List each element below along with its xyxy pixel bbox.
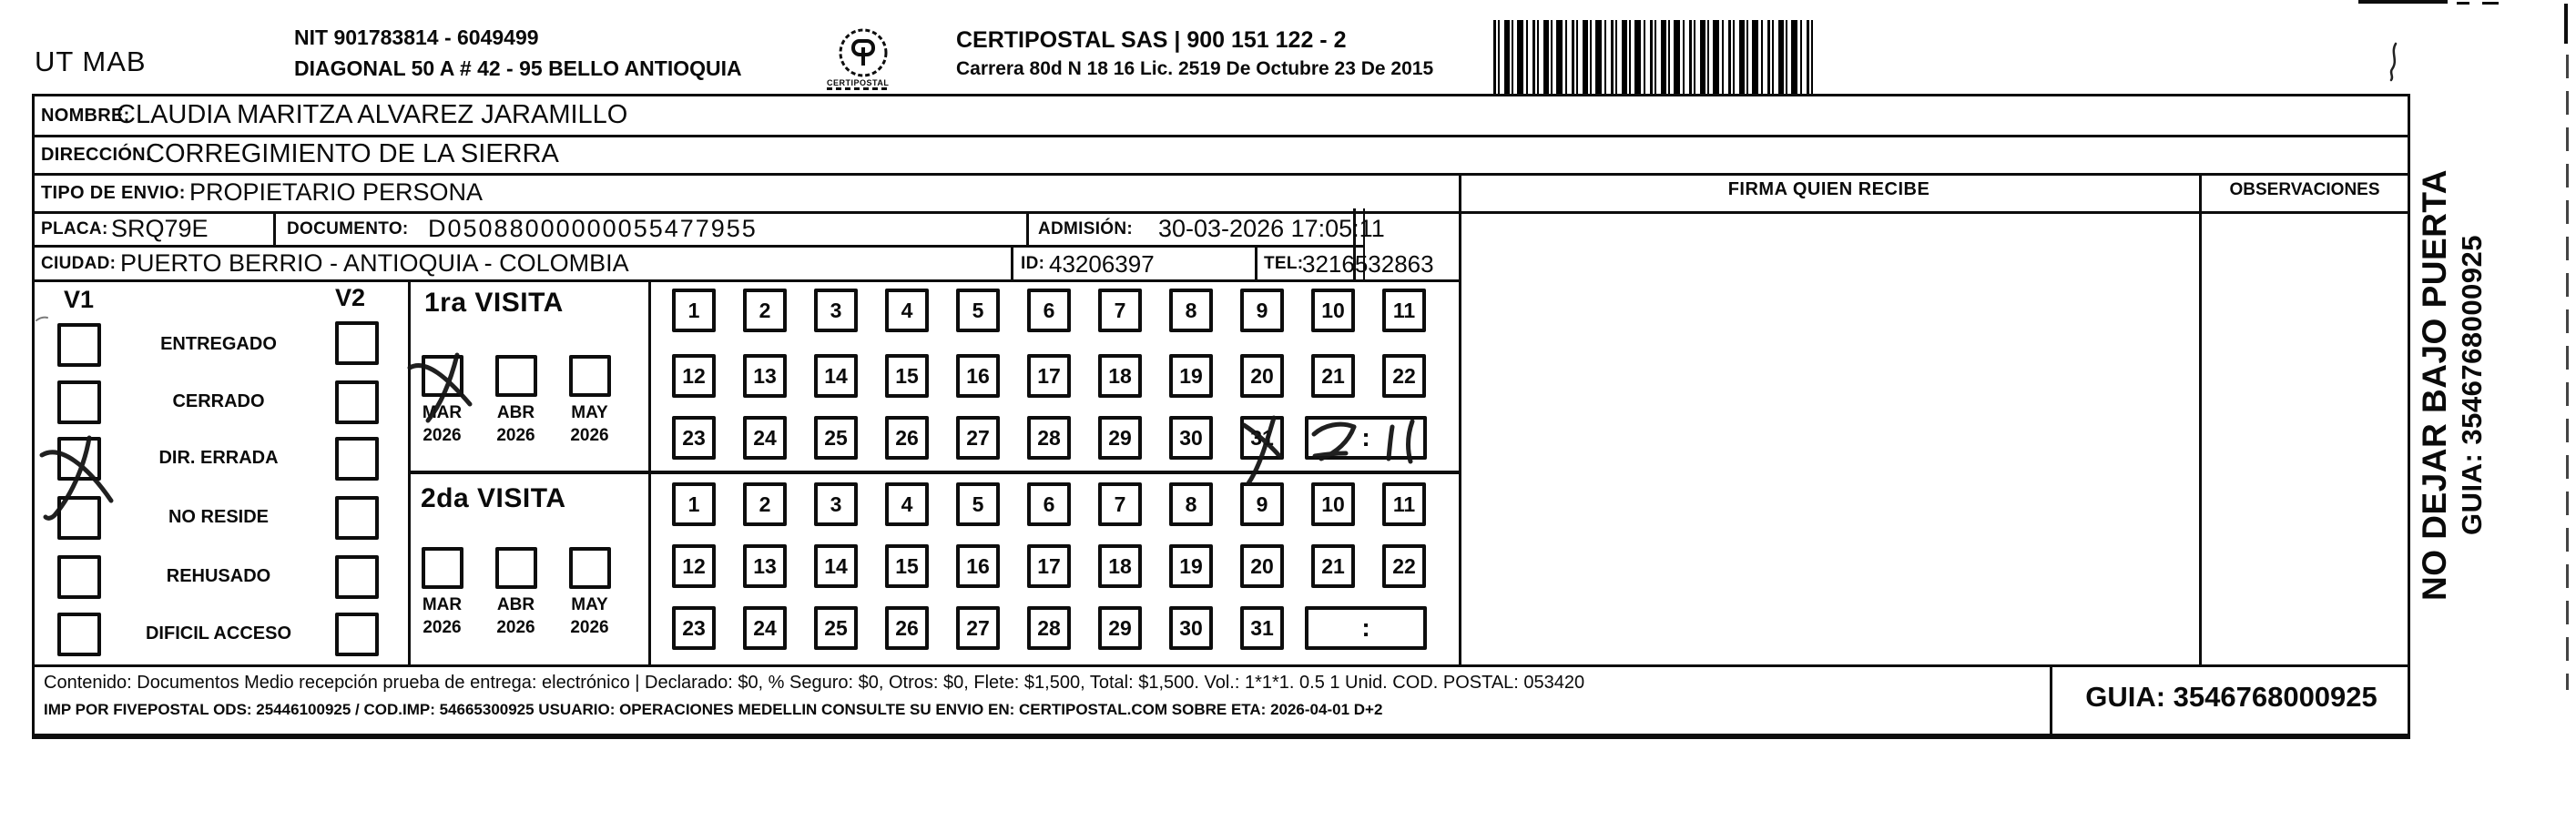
month-label: MAR — [422, 595, 463, 614]
v1-checkbox-no-reside — [57, 496, 101, 540]
v2-checkbox-dificil-acceso — [335, 613, 379, 656]
day-cell: 29 — [1098, 606, 1142, 650]
day-cell: 15 — [885, 544, 929, 588]
day-cell: 3 — [814, 289, 858, 332]
day-cell: 28 — [1027, 416, 1071, 460]
status-option-label: DIR. ERRADA — [158, 448, 279, 468]
month-checkbox-mar — [422, 355, 463, 397]
day-cell: 10 — [1311, 482, 1355, 526]
status-option-label: REHUSADO — [166, 566, 271, 586]
day-cell: 13 — [743, 354, 787, 398]
day-cell: 3 — [814, 482, 858, 526]
id-value: 43206397 — [1049, 250, 1155, 278]
visit1-days-row3 — [672, 416, 1284, 460]
status-option-label: DIFICIL ACCESO — [145, 623, 291, 644]
company-nit: NIT 901783814 - 6049499 — [294, 25, 539, 49]
scan-artifact — [2564, 4, 2568, 44]
day-cell: 7 — [1098, 289, 1142, 332]
month-label: MAR — [422, 403, 463, 422]
side-guia-number: GUIA: 3546768000925 — [2456, 234, 2488, 536]
placa-label: PLACA: — [41, 219, 108, 238]
day-cell: 5 — [956, 289, 1000, 332]
side-instructions — [2416, 89, 2507, 681]
day-cell: 8 — [1169, 482, 1213, 526]
no-dejar-bajo-puerta-text: NO DEJAR BAJO PUERTA — [2416, 169, 2453, 601]
v2-header: V2 — [335, 284, 366, 311]
v1-checkbox-dificil-acceso — [57, 613, 101, 656]
day-cell: 11 — [1382, 289, 1426, 332]
logo-caption-underline — [827, 87, 887, 90]
visit1-time-box: : — [1305, 416, 1427, 460]
year-label: 2026 — [496, 618, 535, 637]
visit2-days-row3 — [672, 606, 1284, 650]
visit2-title: 2da VISITA — [421, 483, 566, 513]
year-label: 2026 — [496, 426, 535, 445]
month-label: MAY — [571, 403, 608, 422]
month-checkbox-abr — [495, 355, 537, 397]
grid-line — [32, 173, 2410, 176]
day-cell: 16 — [956, 544, 1000, 588]
direccion-value: CORREGIMIENTO DE LA SIERRA — [146, 139, 559, 168]
day-cell: 2 — [743, 289, 787, 332]
day-cell: 6 — [1027, 482, 1071, 526]
day-cell: 7 — [1098, 482, 1142, 526]
tel-label: TEL: — [1264, 254, 1304, 273]
barcode — [1493, 20, 1814, 96]
day-cell: 25 — [814, 606, 858, 650]
scan-edge-line — [2566, 55, 2569, 690]
day-cell: 12 — [672, 544, 716, 588]
day-cell: 1 — [672, 289, 716, 332]
firma-column-header: FIRMA QUIEN RECIBE — [1727, 179, 1930, 199]
status-option-label: CERRADO — [172, 391, 265, 411]
day-cell: 23 — [672, 416, 716, 460]
day-cell: 21 — [1311, 544, 1355, 588]
scan-artifact — [2482, 2, 2499, 5]
day-cell: 12 — [672, 354, 716, 398]
day-cell: 21 — [1311, 354, 1355, 398]
v1-checkbox-dir-errada — [57, 437, 101, 481]
grid-line — [32, 279, 1459, 282]
day-cell: 2 — [743, 482, 787, 526]
direccion-label: DIRECCIÓN: — [41, 145, 152, 165]
day-cell: 27 — [956, 416, 1000, 460]
tipo-envio-value: PROPIETARIO PERSONA — [189, 178, 484, 206]
day-cell: 27 — [956, 606, 1000, 650]
logo-caption: CERTIPOSTAL — [827, 78, 890, 87]
day-cell: 28 — [1027, 606, 1071, 650]
day-cell: 20 — [1240, 544, 1284, 588]
day-cell: 14 — [814, 544, 858, 588]
day-cell: 31 — [1240, 606, 1284, 650]
grid-line — [1011, 245, 1013, 282]
status-option-label: ENTREGADO — [160, 334, 277, 354]
day-cell: 26 — [885, 416, 929, 460]
visit2-months — [408, 547, 624, 638]
month-checkbox-mar — [422, 547, 463, 589]
month-label: ABR — [496, 595, 535, 614]
day-cell: 16 — [956, 354, 1000, 398]
day-cell: 24 — [743, 606, 787, 650]
grid-line — [1255, 245, 1257, 282]
status-option-label: NO RESIDE — [168, 507, 270, 527]
day-cell: 11 — [1382, 482, 1426, 526]
day-cell: 29 — [1098, 416, 1142, 460]
company-license: Carrera 80d N 18 16 Lic. 2519 De Octubre 23 De 2015 — [956, 58, 1434, 79]
day-cell: 31 — [1240, 416, 1284, 460]
admision-label: ADMISIÓN: — [1038, 219, 1134, 238]
month-checkbox-may — [569, 547, 611, 589]
day-cell: 22 — [1382, 544, 1426, 588]
day-cell: 5 — [956, 482, 1000, 526]
day-cell: 19 — [1169, 544, 1213, 588]
grid-line — [1459, 173, 1461, 667]
grid-line — [32, 135, 2410, 137]
day-cell: 18 — [1098, 354, 1142, 398]
placa-value: SRQ79E — [111, 215, 209, 242]
day-cell: 19 — [1169, 354, 1213, 398]
month-label: ABR — [496, 403, 535, 422]
year-label: 2026 — [570, 618, 609, 637]
tipo-envio-label: TIPO DE ENVIO: — [41, 183, 186, 203]
month-group-mar — [408, 547, 476, 638]
day-cell: 4 — [885, 482, 929, 526]
footer-imp-line: IMP POR FIVEPOSTAL ODS: 25446100925 / COD.IMP: 54665300925 USUARIO: OPERACIONES MEDELLIN CONSULTE SU ENVIO EN: CERTIPOSTAL.COM SOBRE ETA: 2026-04-01 D+2 — [44, 701, 1383, 718]
year-label: 2026 — [570, 426, 609, 445]
month-group-mar — [408, 355, 476, 446]
grid-line — [1026, 211, 1029, 248]
id-label: ID: — [1021, 254, 1045, 273]
day-cell: 8 — [1169, 289, 1213, 332]
day-cell: 25 — [814, 416, 858, 460]
day-cell: 4 — [885, 289, 929, 332]
company-address: DIAGONAL 50 A # 42 - 95 BELLO ANTIOQUIA — [294, 56, 742, 80]
pen-squiggle-artifact — [2391, 44, 2396, 80]
visit2-time-box: : — [1305, 606, 1427, 650]
v1-checkbox-cerrado — [57, 380, 101, 424]
day-cell: 30 — [1169, 606, 1213, 650]
tel-value: 3216532863 — [1302, 250, 1434, 278]
documento-value: D05088000000055477955 — [428, 215, 758, 242]
guia-number: GUIA: 3546768000925 — [2085, 681, 2377, 713]
day-cell: 1 — [672, 482, 716, 526]
company-name: CERTIPOSTAL SAS | 900 151 122 - 2 — [956, 27, 1347, 53]
grid-line — [408, 471, 1459, 474]
day-cell: 9 — [1240, 482, 1284, 526]
month-label: MAY — [571, 595, 608, 614]
v2-checkbox-rehusado — [335, 555, 379, 599]
grid-line — [32, 664, 2410, 667]
v2-checkbox-cerrado — [335, 380, 379, 424]
nombre-value: CLAUDIA MARITZA ALVAREZ JARAMILLO — [117, 100, 628, 129]
visit1-title: 1ra VISITA — [424, 288, 564, 318]
visit1-days-row1 — [672, 289, 1426, 332]
ciudad-value: PUERTO BERRIO - ANTIOQUIA - COLOMBIA — [120, 249, 629, 277]
visit1-months — [408, 355, 624, 446]
year-label: 2026 — [423, 618, 462, 637]
day-cell: 13 — [743, 544, 787, 588]
ciudad-label: CIUDAD: — [41, 254, 117, 273]
month-group-abr — [482, 547, 550, 638]
day-cell: 17 — [1027, 354, 1071, 398]
grid-line — [273, 211, 276, 248]
visit2-days-row1 — [672, 482, 1426, 526]
v1-header: V1 — [64, 286, 95, 313]
v1-checkbox-entregado — [57, 323, 101, 367]
grid-line — [648, 279, 651, 667]
v1-checkbox-rehusado — [57, 555, 101, 599]
day-cell: 17 — [1027, 544, 1071, 588]
day-cell: 18 — [1098, 544, 1142, 588]
month-group-abr — [482, 355, 550, 446]
grid-line — [32, 211, 2410, 214]
day-cell: 20 — [1240, 354, 1284, 398]
scan-artifact — [2457, 2, 2469, 5]
documento-label: DOCUMENTO: — [287, 219, 409, 238]
day-cell: 26 — [885, 606, 929, 650]
day-cell: 24 — [743, 416, 787, 460]
admision-value: 30-03-2026 17:05:11 — [1158, 215, 1385, 242]
day-cell: 10 — [1311, 289, 1355, 332]
sender-code: UT MAB — [35, 46, 147, 77]
year-label: 2026 — [423, 426, 462, 445]
day-cell: 30 — [1169, 416, 1213, 460]
grid-line — [32, 245, 1363, 248]
observaciones-column-header: OBSERVACIONES — [2229, 180, 2380, 199]
day-cell: 9 — [1240, 289, 1284, 332]
day-cell: 14 — [814, 354, 858, 398]
day-cell: 22 — [1382, 354, 1426, 398]
nombre-label: NOMBRE: — [41, 106, 130, 126]
visit2-days-row2 — [672, 544, 1426, 588]
scan-artifact — [2358, 0, 2448, 4]
month-group-may — [555, 355, 624, 446]
v2-checkbox-dir-errada — [335, 437, 379, 481]
v2-checkbox-no-reside — [335, 496, 379, 540]
day-cell: 6 — [1027, 289, 1071, 332]
month-checkbox-may — [569, 355, 611, 397]
day-cell: 15 — [885, 354, 929, 398]
month-group-may — [555, 547, 624, 638]
day-cell: 23 — [672, 606, 716, 650]
v2-checkbox-entregado — [335, 321, 379, 365]
footer-content-line: Contenido: Documentos Medio recepción prueba de entrega: electrónico | Declarado: $0, % Seguro: $0, Otros: $0, Flete: $1,500, Total: $1,500. Vol.: 1*1*1. 0.5 1 Unid. COD. POSTAL: 053420 — [44, 673, 1585, 693]
grid-line — [2199, 173, 2202, 667]
visit1-days-row2 — [672, 354, 1426, 398]
month-checkbox-abr — [495, 547, 537, 589]
